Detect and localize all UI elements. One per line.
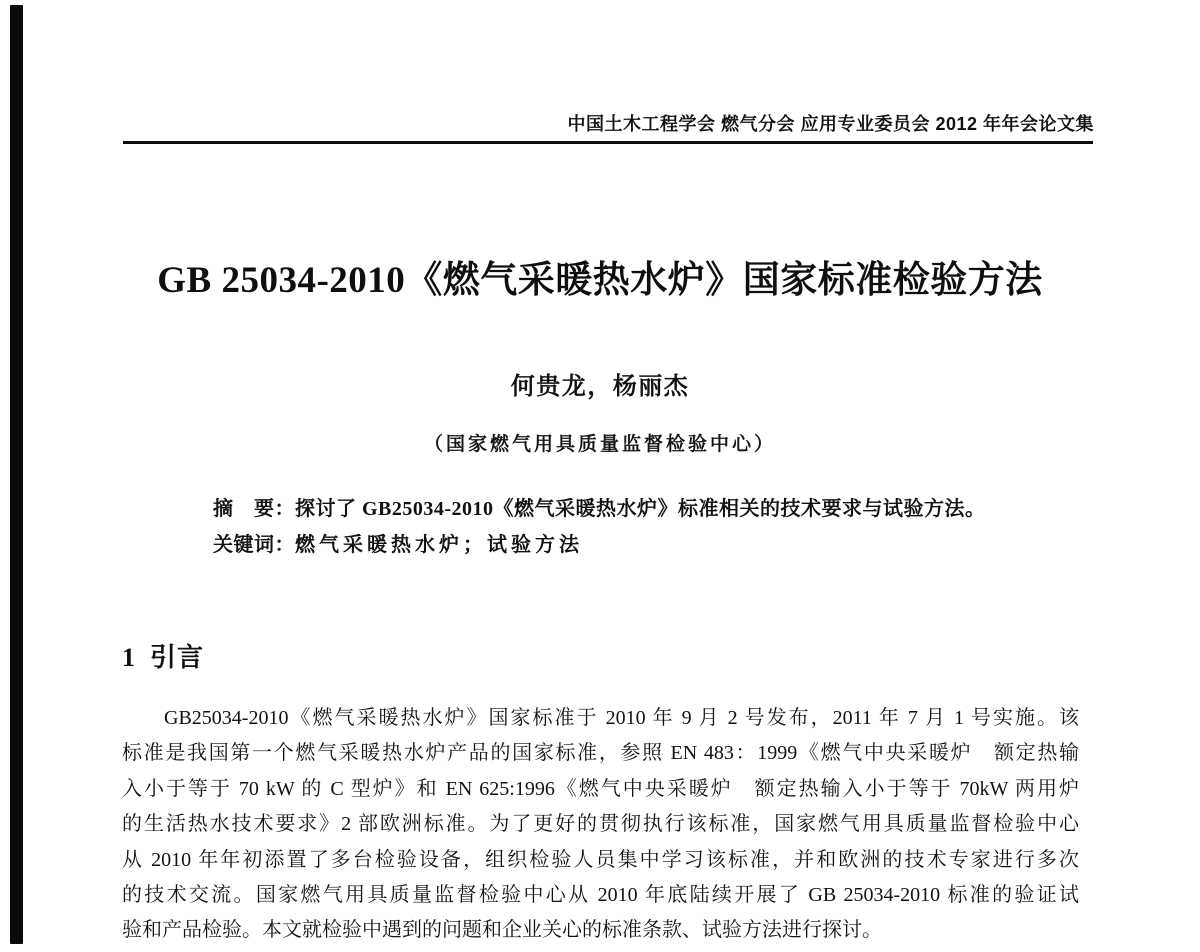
abstract-line <box>213 492 986 521</box>
scan-edge-artifact <box>10 5 23 944</box>
affiliation-line: （国家燃气用具质量监督检验中心） <box>423 434 776 455</box>
paragraph-line: GB25034-2010《燃气采暖热水炉》国家标准于 2010 年 9 月 2 号发布，2011 年 7 月 1 号实施。该 <box>164 707 1079 729</box>
authors-line: 何贵龙，杨丽杰 <box>510 374 690 400</box>
keywords-text: 燃气采暖热水炉；试验方法 <box>295 534 583 556</box>
paragraph-line: 的生活热水技术要求》2 部欧洲标准。为了更好的贯彻执行该标准，国家燃气用具质量监督检验中心 <box>122 813 1079 836</box>
abstract-label: 摘 要： <box>213 498 295 520</box>
paper-title: GB 25034-2010《燃气采暖热水炉》国家标准检验方法 <box>157 260 1043 301</box>
keywords-label: 关键词： <box>213 534 295 556</box>
paragraph-line: 标准是我国第一个燃气采暖热水炉产品的国家标准，参照 EN 483：1999《燃气中央采暖炉 额定热输 <box>122 742 1079 765</box>
paragraph-line: 的技术交流。国家燃气用具质量监督检验中心从 2010 年底陆续开展了 GB 25034-2010 标准的验证试 <box>122 883 1079 906</box>
section-title: 引言 <box>150 642 205 672</box>
paragraph-line: 验和产品检验。本文就检验中遇到的问题和企业关心的标准条款、试验方法进行探讨。 <box>122 919 882 942</box>
section-number: 1 <box>122 643 136 672</box>
proceedings-header: 中国土木工程学会 燃气分会 应用专业委员会 2012 年年会论文集 <box>567 114 1094 134</box>
abstract-text: 探讨了 GB25034-2010《燃气采暖热水炉》标准相关的技术要求与试验方法。 <box>295 498 986 520</box>
section-1-heading <box>122 637 204 674</box>
introduction-paragraph <box>122 701 1079 949</box>
header-rule-divider <box>123 141 1093 144</box>
paragraph-line: 从 2010 年年初添置了多台检验设备，组织检验人员集中学习该标准，并和欧洲的技术专家进行多次 <box>122 848 1079 871</box>
paragraph-line: 入小于等于 70 kW 的 C 型炉》和 EN 625:1996《燃气中央采暖炉 额定热输入小于等于 70kW 两用炉 <box>122 777 1079 800</box>
keywords-line <box>213 528 583 557</box>
